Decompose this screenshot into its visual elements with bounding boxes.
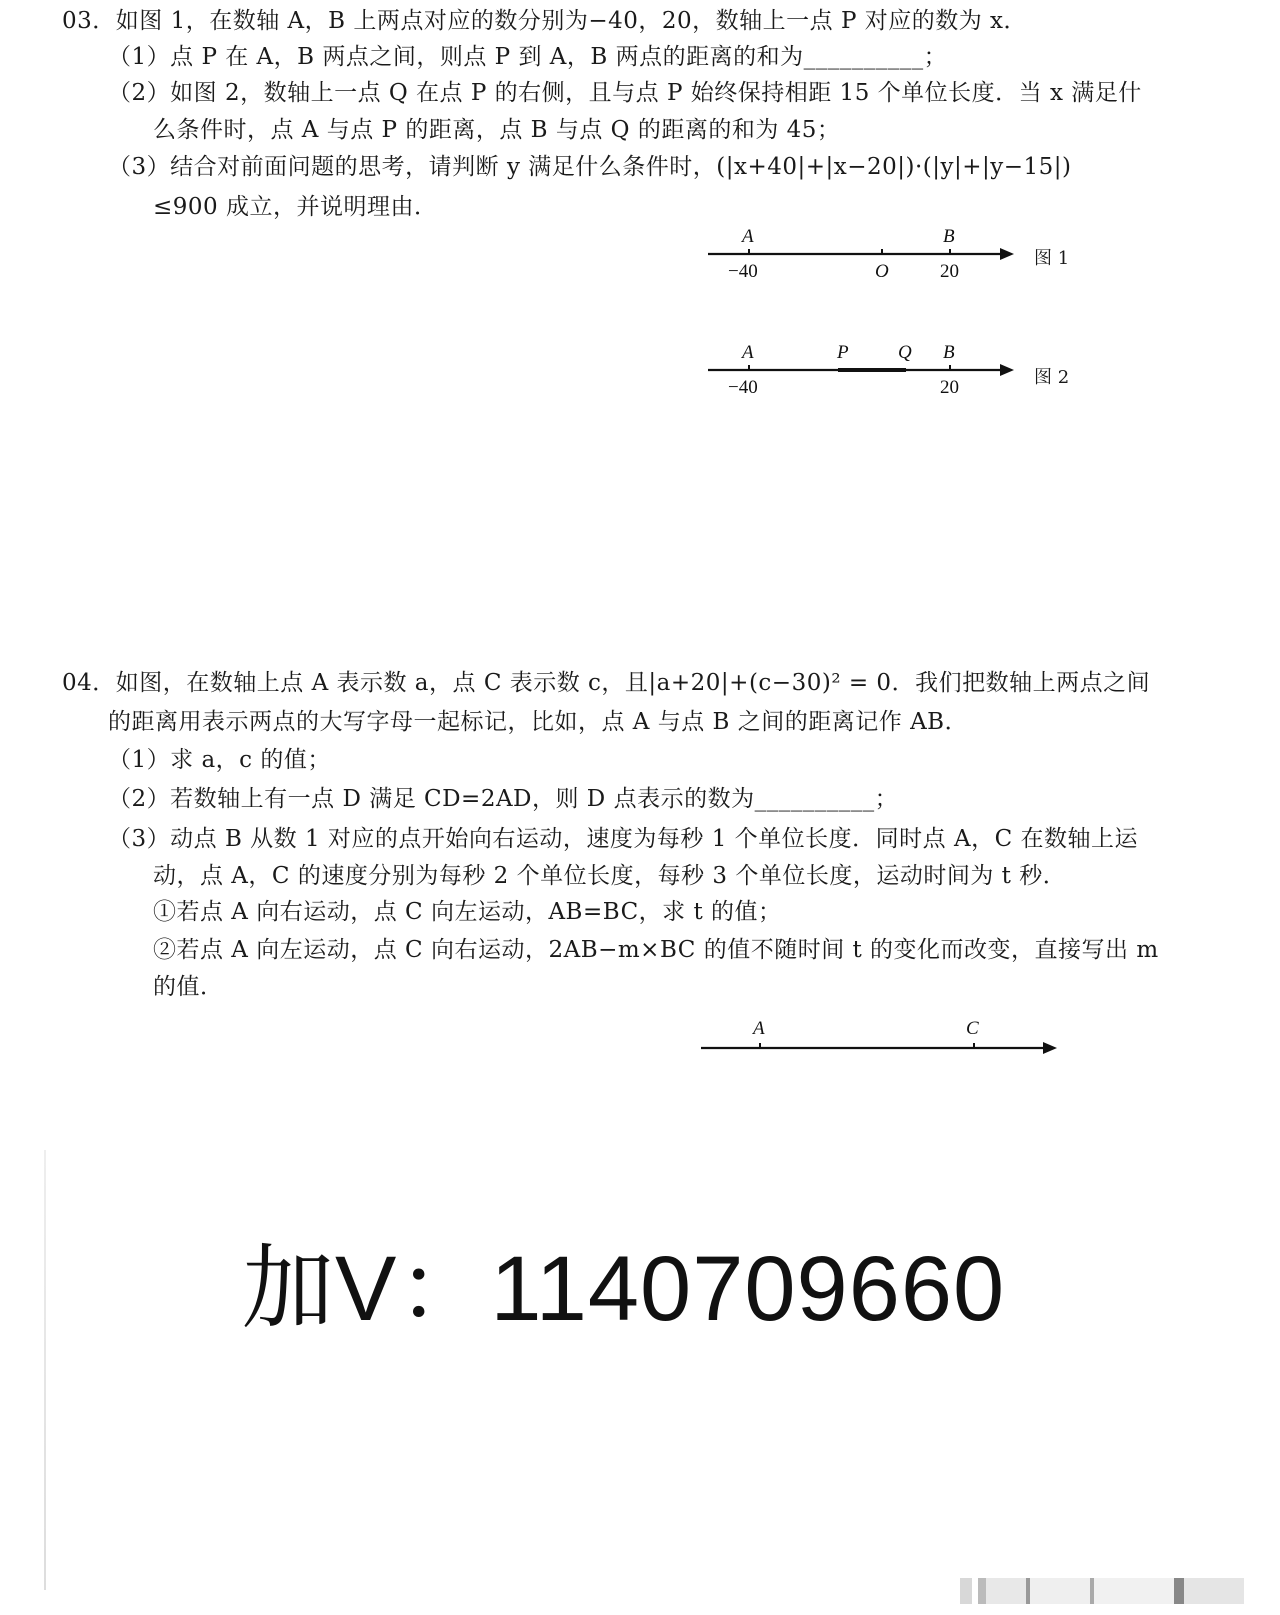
- fig1-caption: 图 1: [1034, 248, 1070, 269]
- q03-stem: 03．如图 1，在数轴 A，B 上两点对应的数分别为−40，20，数轴上一点 P 对应的数为 x．: [62, 8, 1028, 34]
- fig1-point-a-label: A: [742, 226, 754, 247]
- q04-part3-sub2-line2: 的值．: [153, 974, 224, 1000]
- q03-part2-line2: 么条件时，点 A 与点 P 的距离，点 B 与点 Q 的距离的和为 45；: [153, 117, 841, 143]
- q04-fig-point-c-label: C: [966, 1018, 979, 1039]
- q03-part1: （1）点 P 在 A，B 两点之间，则点 P 到 A，B 两点的距离的和为__________；: [108, 44, 948, 70]
- fig1-point-b-label: B: [943, 226, 955, 247]
- q03-part3-line1: （3）结合对前面问题的思考，请判断 y 满足什么条件时，(|x+40|+|x−20|)·(|y|+|y−15|): [108, 154, 1072, 180]
- scan-artifact-bar: [960, 1578, 1260, 1604]
- q04-part3-line2: 动，点 A，C 的速度分别为每秒 2 个单位长度，每秒 3 个单位长度，运动时间为 t 秒．: [153, 863, 1067, 889]
- q04-stem-line1: 04．如图，在数轴上点 A 表示数 a，点 C 表示数 c，且|a+20|+(c−30)² = 0．我们把数轴上两点之间: [62, 670, 1151, 696]
- q03-part3-line2: ≤900 成立，并说明理由．: [153, 194, 438, 220]
- fig2-caption: 图 2: [1034, 367, 1070, 388]
- q04-part3-line1: （3）动点 B 从数 1 对应的点开始向右运动，速度为每秒 1 个单位长度．同时点 A，C 在数轴上运: [108, 826, 1138, 852]
- q04-figure: [695, 1012, 1065, 1062]
- q04-fig-point-a-label: A: [753, 1018, 765, 1039]
- q04-part2: （2）若数轴上有一点 D 满足 CD=2AD，则 D 点表示的数为__________；: [108, 786, 899, 812]
- fig2-tick-b: 20: [940, 377, 959, 398]
- q03-figure-2: [700, 338, 1020, 408]
- fig2-point-q-label: Q: [898, 342, 912, 363]
- fig2-point-a-label: A: [742, 342, 754, 363]
- contact-watermark: 加V：1140709660: [242, 1238, 1006, 1340]
- fig1-tick-b: 20: [940, 261, 959, 282]
- fig1-origin-label: O: [875, 261, 889, 282]
- fig2-point-p-label: P: [837, 342, 849, 363]
- q03-part2-line1: （2）如图 2，数轴上一点 Q 在点 P 的右侧，且与点 P 始终保持相距 15 个单位长度．当 x 满足什: [108, 80, 1142, 106]
- q04-part1: （1）求 a，c 的值；: [108, 747, 331, 773]
- q04-stem-line2: 的距离用表示两点的大写字母一起标记，比如，点 A 与点 B 之间的距离记作 AB．: [108, 709, 969, 735]
- q04-part3-sub1: ①若点 A 向右运动，点 C 向左运动，AB=BC，求 t 的值；: [153, 899, 782, 925]
- fig1-tick-a: −40: [728, 261, 758, 282]
- fig2-point-b-label: B: [943, 342, 955, 363]
- q03-figure-1: [700, 222, 1020, 292]
- page-edge-divider: [44, 1150, 46, 1590]
- fig2-tick-a: −40: [728, 377, 758, 398]
- q04-part3-sub2-line1: ②若点 A 向左运动，点 C 向右运动，2AB−m×BC 的值不随时间 t 的变化而改变，直接写出 m: [153, 937, 1159, 963]
